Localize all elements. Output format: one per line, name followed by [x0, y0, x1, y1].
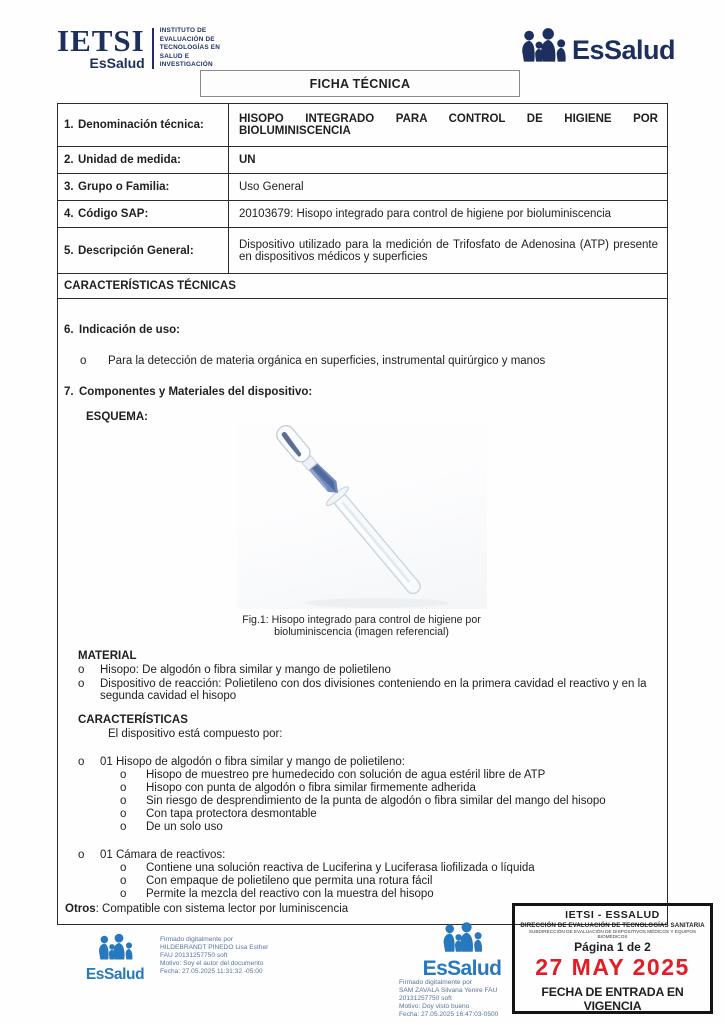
list-item: o Hisopo con punta de algodón o fibra similar firmemente adherida	[120, 781, 476, 794]
family-icon	[439, 922, 485, 954]
bullet-marker: o	[78, 755, 85, 768]
row-value: Dispositivo utilizado para la medición de Trifosfato de Adenosina (ATP) presente en dispositivos médicos y superficies	[229, 228, 668, 274]
figure-caption: Fig.1: Hisopo integrado para control de higiene por bioluminiscencia (imagen referencial)	[242, 613, 481, 638]
list-item: o Con tapa protectora desmontable	[120, 807, 317, 820]
caracteristicas-title: CARACTERÍSTICAS	[78, 713, 188, 726]
bullet-marker: o	[120, 874, 127, 887]
list-item: o Dispositivo de reacción: Polietileno con dos divisiones conteniendo en la primera cavidad el reactivo y en la segunda cavidad el hisopo	[78, 677, 647, 702]
caracteristicas-intro: El dispositivo está compuesto por:	[108, 727, 283, 740]
otros-text: : Compatible con sistema lector por luminiscencia	[95, 903, 349, 915]
row-value: UN	[229, 147, 668, 174]
section-header-row	[58, 274, 668, 299]
signature2-block	[399, 922, 525, 1019]
row-value: Uso General	[229, 174, 668, 201]
component-group	[64, 849, 659, 900]
table-row: 1. Denominación técnica: HISOPO INTEGRADO PARA CONTROL DE HIGIENE POR BIOLUMINISCENCIA	[58, 104, 668, 147]
stamp-page-info: Página 1 de 2	[574, 940, 651, 954]
ietsi-logo	[57, 23, 221, 71]
table-row: 2. Unidad de medida: UN	[58, 147, 668, 174]
signature1-text: Firmado digitalmente por HILDEBRANDT PINEDO Lisa Esther FAU 20131257750 soft Motivo: Soy el autor del documento Fecha: 27.05.2025 11:31:32 -05:00	[160, 936, 269, 975]
component-group	[64, 756, 659, 833]
ietsi-institute-name: INSTITUTO DE EVALUACIÓN DE TECNOLOGÍAS EN SALUD E INVESTIGACIÓN	[159, 27, 221, 69]
list-item: o Para la detección de materia orgánica en superficies, instrumental quirúrgico y manos	[80, 354, 546, 367]
family-icon	[95, 933, 135, 962]
list-item: o Permite la mezcla del reactivo con la muestra del hisopo	[120, 887, 434, 900]
list-item: o Hisopo de muestreo pre humedecido con solución de agua estéril libre de ATP	[120, 768, 546, 781]
spec-table	[57, 103, 668, 925]
stamp-subdirection: SUBDIRECCIÓN DE EVALUACIÓN DE DISPOSITIVOS MÉDICOS Y EQUIPOS BIOMÉDICOS	[528, 929, 697, 939]
figure	[232, 423, 492, 638]
bullet-marker: o	[120, 781, 127, 794]
item-6-heading: 6. Indicación de uso:	[64, 323, 180, 336]
bullet-marker: o	[120, 794, 127, 807]
family-icon	[517, 27, 569, 65]
page-title: FICHA TÉCNICA	[309, 76, 411, 91]
row-value: HISOPO INTEGRADO PARA CONTROL DE HIGIENE POR BIOLUMINISCENCIA	[229, 104, 668, 147]
otros-label: Otros	[65, 903, 96, 915]
bullet-marker: o	[120, 887, 127, 900]
ietsi-acronym: IETSI	[57, 23, 145, 58]
item-7-heading: 7. Componentes y Materiales del dispositivo:	[64, 385, 313, 398]
signature2-logo: EsSalud	[399, 922, 525, 979]
validity-stamp	[512, 903, 713, 1014]
list-item: o Hisopo: De algodón o fibra similar y mango de polietileno	[78, 663, 391, 676]
list-item: o Contiene una solución reactiva de Luciferina y Luciferasa liofilizada o líquida	[120, 861, 535, 874]
stamp-caption: FECHA DE ENTRADA EN VIGENCIA	[541, 985, 684, 1013]
group-title-item: o 01 Hisopo de algodón o fibra similar y mango de polietileno:	[78, 755, 405, 768]
swab-illustration	[237, 423, 487, 609]
bullet-marker: o	[120, 820, 127, 833]
swab-photo	[237, 423, 487, 609]
row-value: 20103679: Hisopo integrado para control de higiene por bioluminiscencia	[229, 201, 668, 228]
table-row: 5. Descripción General: Dispositivo utilizado para la medición de Trifosfato de Adenosina (ATP) presente en dispositivos médicos y superficies	[58, 228, 668, 274]
essalud-logo	[517, 27, 675, 65]
ietsi-brand: EsSalud	[89, 55, 145, 71]
otros-line	[65, 903, 348, 915]
document-title-box	[200, 70, 520, 97]
table-row: 3. Grupo o Familia: Uso General	[58, 174, 668, 201]
row-label: Código SAP:	[78, 208, 149, 220]
bullet-marker: o	[78, 848, 85, 861]
stamp-org: IETSI - ESSALUD	[565, 909, 660, 921]
group-title-item: o 01 Cámara de reactivos:	[78, 848, 226, 861]
signature1-logo: EsSalud	[84, 933, 146, 982]
section-header: CARACTERÍSTICAS TÉCNICAS	[58, 274, 668, 299]
essalud-wordmark: EsSalud	[572, 35, 676, 65]
material-title: MATERIAL	[78, 649, 137, 662]
list-item: o Con empaque de polietileno que permita una rotura fácil	[120, 874, 433, 887]
bullet-marker: o	[78, 677, 85, 690]
stamp-date: 27 MAY 2025	[535, 954, 690, 980]
list-item: o Sin riesgo de desprendimiento de la punta de algodón o fibra similar del mango del hisopo	[120, 794, 606, 807]
table-row: 4. Código SAP: 20103679: Hisopo integrado para control de higiene por bioluminiscencia	[58, 201, 668, 228]
row-label: Descripción General:	[78, 244, 194, 257]
bullet-marker: o	[120, 861, 127, 874]
bullet-marker: o	[78, 663, 85, 676]
signature2-text: Firmado digitalmente por SAM ZAVALA Silvana Yenire FAU 20131257750 soft Motivo: Doy visto bueno Fecha: 27.05.2025 16:47:03-0500	[399, 979, 499, 1018]
bullet-marker: o	[80, 354, 87, 367]
row-label: Unidad de medida:	[78, 154, 181, 166]
body-row	[58, 299, 668, 925]
stamp-direction: DIRECCIÓN DE EVALUACIÓN DE TECNOLOGÍAS SANITARIA	[520, 922, 705, 929]
bullet-marker: o	[120, 807, 127, 820]
esquema-label: ESQUEMA:	[86, 410, 148, 423]
list-item: o De un solo uso	[120, 820, 223, 833]
bullet-marker: o	[120, 768, 127, 781]
row-label: Denominación técnica:	[78, 119, 204, 131]
row-label: Grupo o Familia:	[78, 181, 170, 193]
